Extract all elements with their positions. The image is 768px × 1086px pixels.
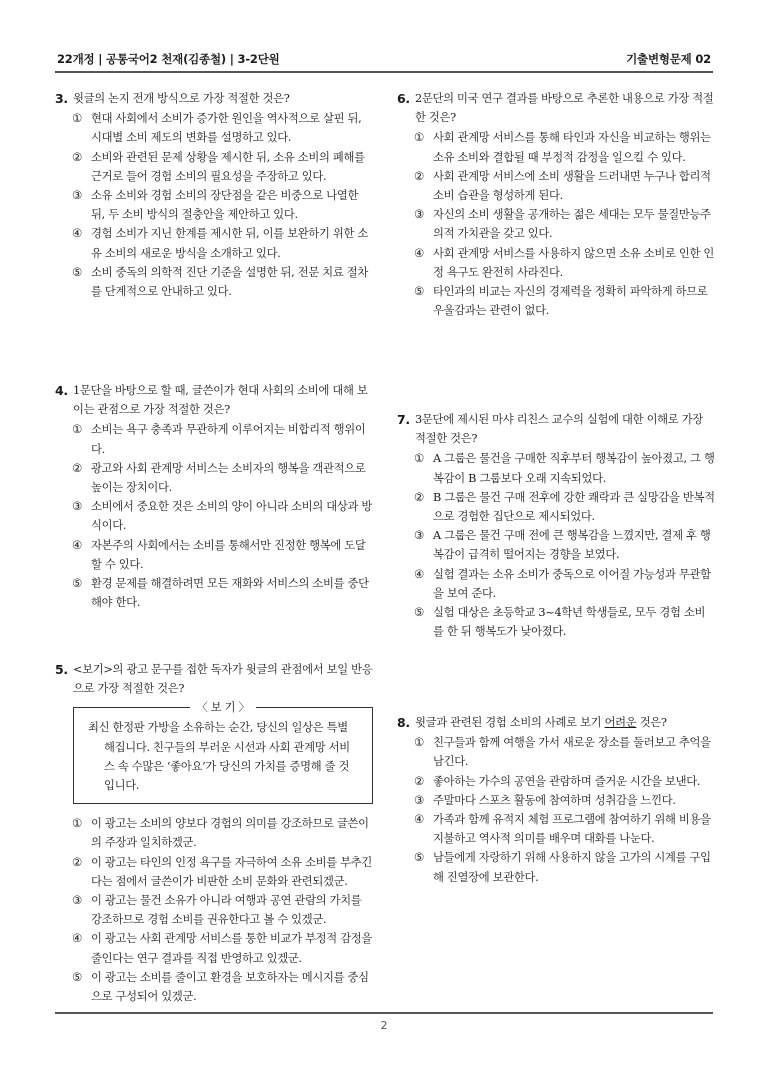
option-marker: ②	[72, 855, 82, 869]
option-2[interactable]	[397, 167, 715, 205]
option-5[interactable]	[55, 574, 373, 612]
option-text: 남들에게 자랑하기 위해 사용하지 않을 고가의 시계를 구입해 진열장에 보관한다.	[433, 851, 711, 884]
question-6	[397, 89, 715, 320]
option-marker: ③	[72, 500, 82, 514]
option-text: 경험 소비가 지닌 한계를 제시한 뒤, 이를 보완하기 위한 소유 소비의 새로운 방식을 소개하고 있다.	[91, 227, 369, 260]
header-doc-title: 기출변형문제 02	[626, 52, 711, 66]
question-number: 6.	[397, 91, 410, 106]
question-text: 윗글의 논지 전개 방식으로 가장 적절한 것은?	[73, 92, 290, 105]
option-marker: ⑤	[72, 970, 82, 984]
question-5	[55, 660, 373, 1006]
option-text: A 그룹은 물건 구매 전에 큰 행복감을 느꼈지만, 결제 후 행복감이 급격히 떨어지는 경향을 보였다.	[433, 529, 711, 562]
option-text: 사회 관계망 서비스에 소비 생활을 드러내면 누구나 합리적 소비 습관을 형성하게 된다.	[433, 169, 711, 203]
option-4[interactable]	[55, 929, 373, 967]
option-4[interactable]	[397, 244, 715, 282]
option-marker: ⑤	[414, 606, 424, 620]
option-list	[55, 420, 373, 612]
option-marker: ⑤	[414, 285, 424, 299]
option-marker: ⑤	[414, 851, 424, 865]
header-course-info: 22개정 | 공통국어2 천재(김종철) | 3-2단원	[57, 52, 280, 66]
option-4[interactable]	[397, 810, 715, 848]
option-marker: ②	[72, 461, 82, 475]
option-3[interactable]	[55, 497, 373, 535]
option-list	[397, 449, 715, 641]
question-number: 3.	[55, 91, 68, 106]
option-4[interactable]	[397, 565, 715, 603]
question-text: <보기>의 광고 문구를 접한 독자가 윗글의 관점에서 보일 반응으로 가장 적절한 것은?	[73, 663, 373, 696]
option-text: 이 광고는 물건 소유가 아니라 여행과 공연 관람의 가치를 강조하므로 경험 소비를 권유한다고 볼 수 있겠군.	[91, 894, 362, 927]
option-marker: ②	[414, 169, 424, 183]
option-3[interactable]	[397, 791, 715, 810]
option-4[interactable]	[55, 224, 373, 262]
option-marker: ①	[72, 112, 82, 126]
option-text: B 그룹은 물건 구매 전후에 강한 쾌락과 큰 실망감을 반복적으로 경험한 집단으로 제시되었다.	[433, 490, 715, 524]
question-number: 7.	[397, 412, 410, 427]
option-marker: ③	[72, 894, 82, 908]
option-text: 소비 중독의 의학적 진단 기준을 설명한 뒤, 전문 치료 절차를 단계적으로 안내하고 있다.	[91, 265, 369, 299]
option-marker: ⑤	[72, 577, 82, 591]
question-number: 4.	[55, 383, 68, 398]
question-stem	[397, 713, 715, 732]
option-marker: ②	[414, 490, 424, 504]
option-text: 이 광고는 소비의 양보다 경험의 의미를 강조하므로 글쓴이의 주장과 일치하겠군.	[91, 817, 369, 850]
option-text: 소유 소비와 경험 소비의 장단점을 같은 비중으로 나열한 뒤, 두 소비 방식의 절충안을 제안하고 있다.	[91, 189, 359, 222]
option-marker: ①	[72, 423, 82, 437]
page-header	[0, 0, 768, 72]
option-1[interactable]	[397, 449, 715, 487]
option-5[interactable]	[397, 282, 715, 320]
footer-rule	[55, 1012, 713, 1014]
option-marker: ④	[414, 813, 424, 827]
option-text: 좋아하는 가수의 공연을 관람하며 즐거운 시간을 보낸다.	[433, 774, 701, 788]
option-2[interactable]	[397, 772, 715, 791]
option-1[interactable]	[397, 733, 715, 771]
question-text-post: 것은?	[636, 716, 667, 729]
option-text: 가족과 함께 유적지 체험 프로그램에 참여하기 위해 비용을 지불하고 역사적 의미를 배우며 대화를 나눈다.	[433, 813, 711, 846]
option-3[interactable]	[55, 891, 373, 929]
option-1[interactable]	[55, 814, 373, 852]
option-text: 자신의 소비 생활을 공개하는 젊은 세대는 모두 물질만능주의적 가치관을 갖고 있다.	[433, 208, 711, 241]
question-stem	[55, 381, 373, 419]
option-marker: ③	[414, 793, 424, 807]
option-2[interactable]	[55, 459, 373, 497]
option-marker: ③	[414, 529, 424, 543]
question-8	[397, 713, 715, 887]
option-text: 소비에서 중요한 것은 소비의 양이 아니라 소비의 대상과 방식이다.	[91, 500, 373, 533]
option-marker: ④	[72, 538, 82, 552]
option-text: 이 광고는 사회 관계망 서비스를 통한 비교가 부정적 감정을 줄인다는 연구 결과를 직접 반영하고 있겠군.	[91, 932, 373, 965]
option-4[interactable]	[55, 536, 373, 574]
option-list	[55, 109, 373, 301]
question-stem	[397, 410, 715, 448]
option-2[interactable]	[55, 853, 373, 891]
option-2[interactable]	[55, 148, 373, 186]
option-text: 실험 결과는 소유 소비가 중독으로 이어질 가능성과 무관함을 보여 준다.	[433, 567, 711, 600]
option-3[interactable]	[397, 205, 715, 243]
option-marker: ③	[72, 189, 82, 203]
bogi-text: 최신 한정판 가방을 소유하는 순간, 당신의 일상은 특별해집니다. 친구들의 부러운 시선과 사회 관계망 서비스 속 수많은 ‘좋아요’가 당신의 가치를 증명해 줄 것입니다.	[88, 721, 350, 793]
option-5[interactable]	[397, 603, 715, 641]
option-text: 자본주의 사회에서는 소비를 통해서만 진정한 행복에 도달할 수 있다.	[91, 538, 366, 571]
question-text: 1문단을 바탕으로 할 때, 글쓴이가 현대 사회의 소비에 대해 보이는 관점으로 가장 적절한 것은?	[73, 384, 368, 417]
question-number: 5.	[55, 662, 68, 677]
option-5[interactable]	[55, 968, 373, 1006]
option-marker: ④	[414, 567, 424, 581]
option-list	[55, 814, 373, 1006]
option-text: A 그룹은 물건을 구매한 직후부터 행복감이 높아졌고, 그 행복감이 B 그룹보다 오래 지속되었다.	[433, 452, 715, 485]
option-5[interactable]	[397, 848, 715, 886]
question-stem	[55, 89, 373, 108]
option-text: 친구들과 함께 여행을 가서 새로운 장소를 둘러보고 추억을 남긴다.	[433, 736, 711, 769]
option-1[interactable]	[397, 128, 715, 166]
bogi-title: 〈 보 기 〉	[74, 698, 372, 717]
option-text: 사회 관계망 서비스를 사용하지 않으면 소유 소비로 인한 인정 욕구도 완전히 사라진다.	[433, 246, 715, 279]
option-text: 현대 사회에서 소비가 증가한 원인을 역사적으로 살핀 뒤, 시대별 소비 제도의 변화를 설명하고 있다.	[91, 112, 362, 145]
option-marker: ①	[414, 131, 424, 145]
option-3[interactable]	[397, 526, 715, 564]
question-4	[55, 381, 373, 612]
option-marker: ①	[414, 452, 424, 466]
question-text-underlined: 어려운	[604, 716, 637, 729]
question-stem	[55, 660, 373, 698]
option-text: 이 광고는 타인의 인정 욕구를 자극하여 소유 소비를 부추긴다는 점에서 글쓴이가 비판한 소비 문화와 관련되겠군.	[91, 855, 373, 888]
question-text: 2문단의 미국 연구 결과를 바탕으로 추론한 내용으로 가장 적절한 것은?	[415, 92, 714, 125]
option-marker: ①	[72, 817, 82, 831]
option-marker: ⑤	[72, 265, 82, 279]
option-text: 사회 관계망 서비스를 통해 타인과 자신을 비교하는 행위는 소유 소비와 결합될 때 부정적 감정을 일으킬 수 있다.	[433, 131, 711, 164]
bogi-box	[73, 701, 373, 804]
option-list	[397, 733, 715, 887]
option-marker: ④	[414, 246, 424, 260]
question-text: 3문단에 제시된 마샤 리친스 교수의 실험에 대한 이해로 가장 적절한 것은?	[415, 413, 703, 446]
option-marker: ④	[72, 932, 82, 946]
question-stem	[397, 89, 715, 127]
question-number: 8.	[397, 715, 410, 730]
option-text: 광고와 사회 관계망 서비스는 소비자의 행복을 객관적으로 높이는 장치이다.	[91, 461, 366, 495]
option-text: 환경 문제를 해결하려면 모든 재화와 서비스의 소비를 중단해야 한다.	[91, 577, 369, 610]
option-list	[397, 128, 715, 320]
question-3	[55, 89, 373, 301]
header-rule	[55, 71, 713, 73]
option-marker: ①	[414, 736, 424, 750]
option-text: 소비는 욕구 충족과 무관하게 이루어지는 비합리적 행위이다.	[91, 423, 366, 456]
option-text: 실험 대상은 초등학교 3~4학년 학생들로, 모두 경험 소비를 한 뒤 행복도가 낮아졌다.	[433, 606, 706, 639]
option-1[interactable]	[55, 109, 373, 147]
page-number: 2	[380, 1019, 388, 1032]
option-marker: ④	[72, 227, 82, 241]
option-3[interactable]	[55, 186, 373, 224]
option-1[interactable]	[55, 420, 373, 458]
option-text: 소비와 관련된 문제 상황을 제시한 뒤, 소유 소비의 폐해를 근거로 들어 경험 소비의 필요성을 주장하고 있다.	[91, 150, 365, 183]
option-text: 주말마다 스포츠 활동에 참여하며 성취감을 느낀다.	[433, 793, 676, 807]
option-5[interactable]	[55, 263, 373, 301]
option-marker: ③	[414, 208, 424, 222]
option-2[interactable]	[397, 488, 715, 526]
option-marker: ②	[414, 774, 424, 788]
option-text: 타인과의 비교는 자신의 경제력을 정확히 파악하게 하므로 우울감과는 관련이 없다.	[433, 285, 708, 318]
option-text: 이 광고는 소비를 줄이고 환경을 보호하자는 메시지를 중심으로 구성되어 있겠군.	[91, 970, 369, 1004]
question-text-pre: 윗글과 관련된 경험 소비의 사례로 보기	[415, 716, 605, 729]
question-7	[397, 410, 715, 641]
option-marker: ②	[72, 150, 82, 164]
